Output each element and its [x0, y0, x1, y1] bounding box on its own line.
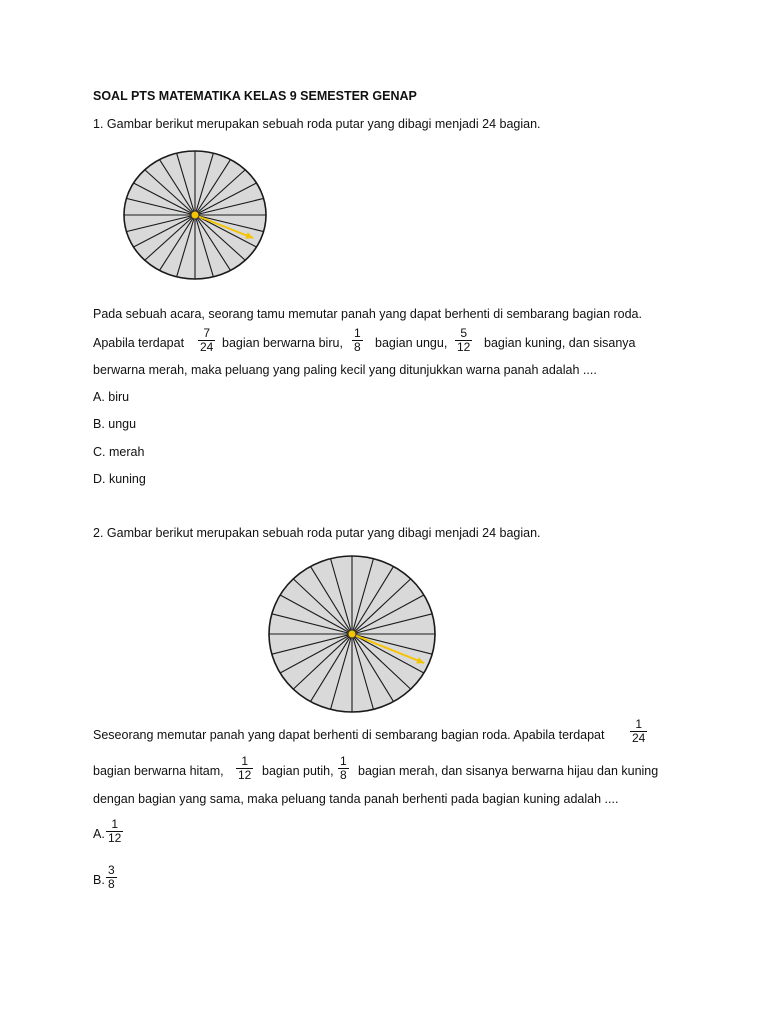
q2-option-a-label: A. [93, 827, 105, 841]
q2-fraction-white: $\frac{1}{12}$ [238, 754, 252, 782]
q1-text-line3: berwarna merah, maka peluang yang paling kecil yang ditunjukkan warna panah adalah .... [93, 363, 597, 377]
q1-option-a: A. biru [93, 390, 130, 404]
q1-fraction-yellow: $\frac{5}{12}$ [457, 326, 471, 354]
q1-option-d: D. kuning [93, 472, 146, 486]
q1-fraction-purple: $\frac{1}{8}$ [354, 326, 361, 354]
q1-text-line1: Pada sebuah acara, seorang tamu memutar panah yang dapat berhenti di sembarang bagian roda. [93, 307, 642, 321]
q2-fraction-black: $\frac{1}{24}$ [632, 717, 646, 745]
q1-text-line2b: bagian berwarna biru, [222, 336, 343, 350]
q2-text-line1: Seseorang memutar panah yang dapat berhenti di sembarang bagian roda. Apabila terdapat [93, 728, 605, 742]
spinner-hub [191, 211, 199, 219]
q1-text-line2c: bagian ungu, [375, 336, 448, 350]
q1-fraction-blue: $\frac{7}{24}$ [200, 326, 214, 354]
page-title: SOAL PTS MATEMATIKA KELAS 9 SEMESTER GENAP [93, 89, 417, 103]
q1-text-line2a: Apabila terdapat [93, 336, 185, 350]
q1-spinner-wheel [120, 148, 270, 282]
q1-option-b: B. ungu [93, 417, 137, 431]
q2-intro: 2. Gambar berikut merupakan sebuah roda putar yang dibagi menjadi 24 bagian. [93, 526, 541, 540]
q2-text-line2a: bagian berwarna hitam, [93, 764, 224, 778]
q1-text-line2d: bagian kuning, dan sisanya [484, 336, 636, 350]
q2-spinner-wheel [266, 553, 438, 715]
q1-intro: 1. Gambar berikut merupakan sebuah roda putar yang dibagi menjadi 24 bagian. [93, 117, 541, 131]
q2-text-line2c: bagian merah, dan sisanya berwarna hijau dan kuning [358, 764, 659, 778]
q2-text-line2b: bagian putih, [262, 764, 334, 778]
q2-fraction-red: $\frac{1}{8}$ [340, 754, 347, 782]
q2-option-b-label: B. [93, 873, 105, 887]
spinner-hub [348, 630, 356, 638]
q2-option-b-fraction: $\frac{3}{8}$ [108, 863, 115, 891]
q2-text-line3: dengan bagian yang sama, maka peluang tanda panah berhenti pada bagian kuning adalah .... [93, 792, 619, 806]
q1-option-c: C. merah [93, 445, 145, 459]
q2-option-a-fraction: $\frac{1}{12}$ [108, 817, 122, 845]
